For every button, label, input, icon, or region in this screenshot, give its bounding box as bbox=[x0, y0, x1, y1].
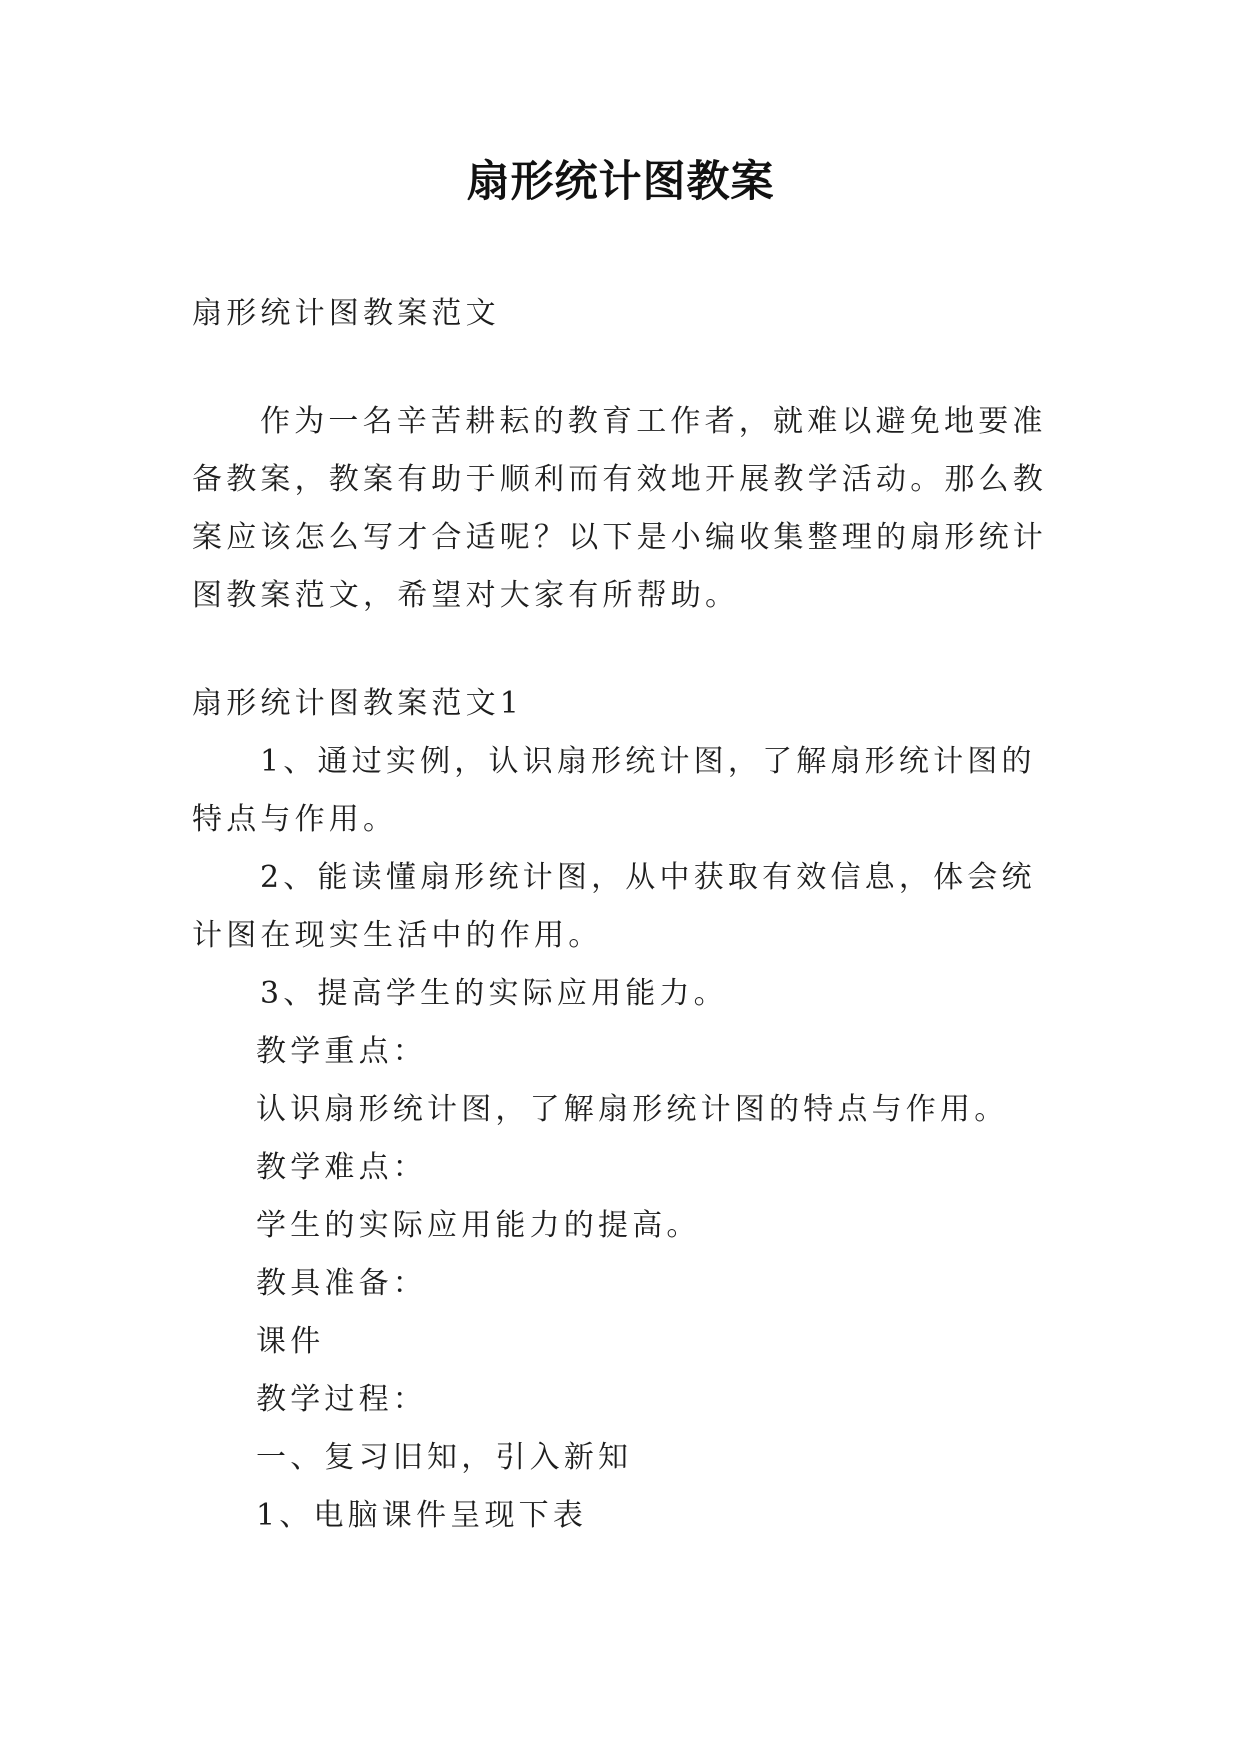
section-heading: 扇形统计图教案范文1 bbox=[192, 686, 524, 721]
process-label: 教学过程： bbox=[256, 1382, 427, 1417]
key-point-label: 教学重点： bbox=[256, 1034, 427, 1069]
objective-item: 3、提高学生的实际应用能力。 bbox=[260, 976, 728, 1011]
difficulty-text: 学生的实际应用能力的提高。 bbox=[256, 1208, 701, 1243]
step-heading: 一、复习旧知，引入新知 bbox=[256, 1440, 633, 1475]
paragraph-spacer bbox=[192, 343, 1054, 393]
aids-text: 课件 bbox=[256, 1324, 325, 1359]
step-item: 1、电脑课件呈现下表 bbox=[256, 1498, 588, 1533]
aids-label: 教具准备： bbox=[256, 1266, 427, 1301]
objective-item: 1、通过实例，认识扇形统计图，了解扇形统计图的特点与作用。 bbox=[192, 744, 1036, 837]
key-point-text: 认识扇形统计图，了解扇形统计图的特点与作用。 bbox=[256, 1092, 1009, 1127]
paragraph-spacer bbox=[192, 625, 1054, 675]
difficulty-label: 教学难点： bbox=[256, 1150, 427, 1185]
objective-item: 2、能读懂扇形统计图，从中获取有效信息，体会统计图在现实生活中的作用。 bbox=[192, 860, 1036, 953]
document-subtitle: 扇形统计图教案范文 bbox=[192, 296, 500, 331]
intro-paragraph: 作为一名辛苦耕耘的教育工作者，就难以避免地要准备教案，教案有助于顺利而有效地开展教学活动。那么教案应该怎么写才合适呢？以下是小编收集整理的扇形统计图教案范文，希望对大家有所帮助。 bbox=[192, 404, 1047, 613]
document-body bbox=[192, 285, 1054, 1545]
document-title: 扇形统计图教案 bbox=[466, 157, 775, 207]
